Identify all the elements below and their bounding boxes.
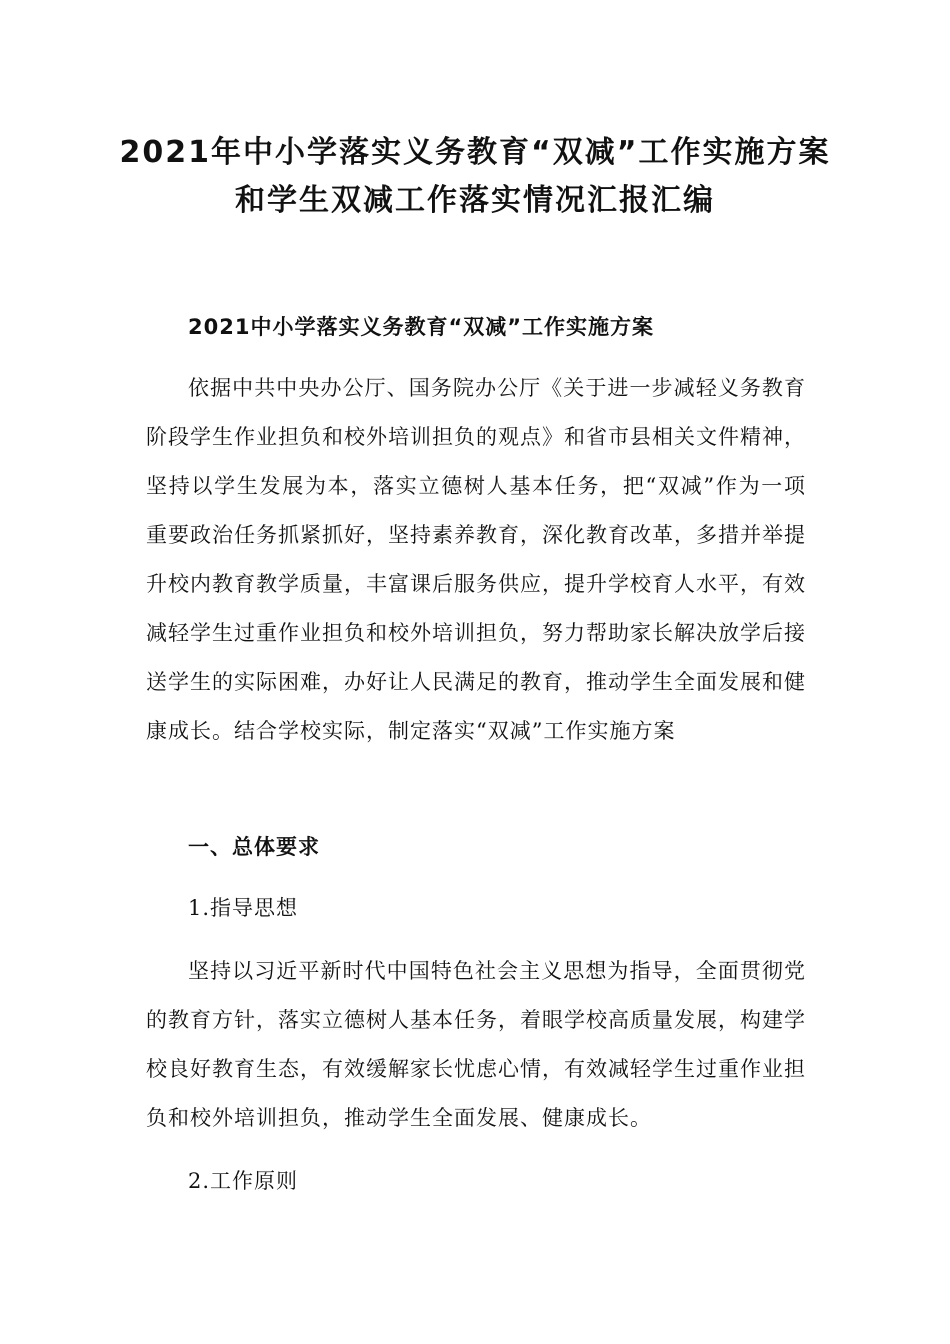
- intro-paragraph: 依据中共中央办公厅、国务院办公厅《关于进一步减轻义务教育阶段学生作业担负和校外培训担负的观点》和省市县相关文件精神，坚持以学生发展为本，落实立德树人基本任务，把“双减”作为一项重要政治任务抓紧抓好，坚持素养教育，深化教育改革，多措并举提升校内教育教学质量，丰富课后服务供应，提升学校育人水平，有效减轻学生过重作业担负和校外培训担负，努力帮助家长解决放学后接送学生的实际困难，办好让人民满足的教育，推动学生全面发展和健康成长。结合学校实际，制定落实“双减”工作实施方案: [146, 376, 806, 743]
- heading-guiding-ideology: 1.指导思想: [188, 896, 299, 920]
- heading-work-principles: 2.工作原则: [188, 1169, 299, 1193]
- heading-overall-requirements: 一、总体要求: [188, 835, 320, 859]
- guiding-paragraph: 坚持以习近平新时代中国特色社会主义思想为指导，全面贯彻党的教育方针，落实立德树人基本任务，着眼学校高质量发展，构建学校良好教育生态，有效缓解家长忧虑心情，有效减轻学生过重作业担负和校外培训担负，推动学生全面发展、健康成长。: [146, 959, 806, 1130]
- section-title: 2021中小学落实义务教育“双减”工作实施方案: [188, 315, 655, 339]
- document-title-line-2: 和学生双减工作落实情况汇报汇编: [235, 183, 715, 218]
- document-title-line-1: 2021年中小学落实义务教育“双减”工作实施方案: [119, 135, 831, 170]
